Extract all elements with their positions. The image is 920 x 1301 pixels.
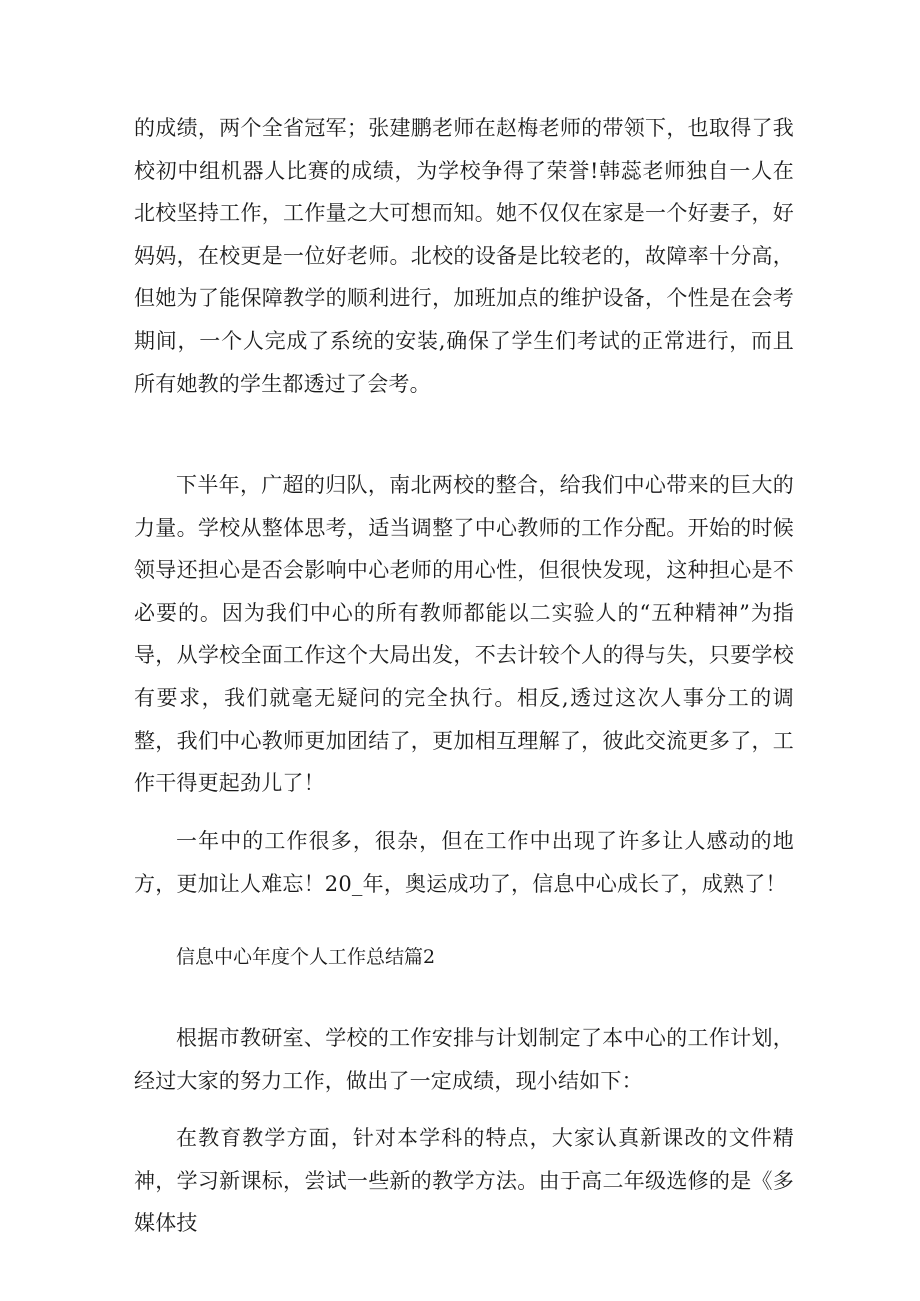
paragraph-continued: 的成绩，两个全省冠军；张建鹏老师在赵梅老师的带领下，也取得了我校初中组机器人比赛的成绩，为学校争得了荣誉!韩蕊老师独自一人在北校坚持工作，工作量之大可想而知。她不仅仅在家是一个好妻子，好妈妈，在校更是一位好老师。北校的设备是比较老的，故障率十分高，但她为了能保障教学的顺利进行，加班加点的维护设备，个性是在会考期间，一个人完成了系统的安装,确保了学生们考试的正常进行，而且所有她教的学生都透过了会考。	[134, 116, 794, 396]
paragraph-plan-intro: 根据市教研室、学校的工作安排与计划制定了本中心的工作计划，经过大家的努力工作，做出了一定成绩，现小结如下：	[134, 1026, 794, 1093]
paragraph-teaching: 在教育教学方面，针对本学科的特点，大家认真新课改的文件精神，学习新课标，尝试一些新的教学方法。由于高二年级选修的是《多媒体技	[134, 1126, 794, 1236]
paragraph-year-summary: 一年中的工作很多，很杂，但在工作中出现了许多让人感动的地方，更加让人难忘！20_年，奥运成功了，信息中心成长了，成熟了！	[134, 829, 794, 896]
paragraph-second-half-year: 下半年，广超的归队，南北两校的整合，给我们中心带来的巨大的力量。学校从整体思考，适当调整了中心教师的工作分配。开始的时候领导还担心是否会影响中心老师的用心性，但很快发现，这种担心是不必要的。因为我们中心的所有教师都能以二实验人的“五种精神”为指导，从学校全面工作这个大局出发，不去计较个人的得与失，只要学校有要求，我们就毫无疑问的完全执行。相反,透过这次人事分工的调整，我们中心教师更加团结了，更加相互理解了，彼此交流更多了，工作干得更起劲儿了！	[134, 473, 794, 796]
section-heading: 信息中心年度个人工作总结篇2	[176, 946, 436, 968]
